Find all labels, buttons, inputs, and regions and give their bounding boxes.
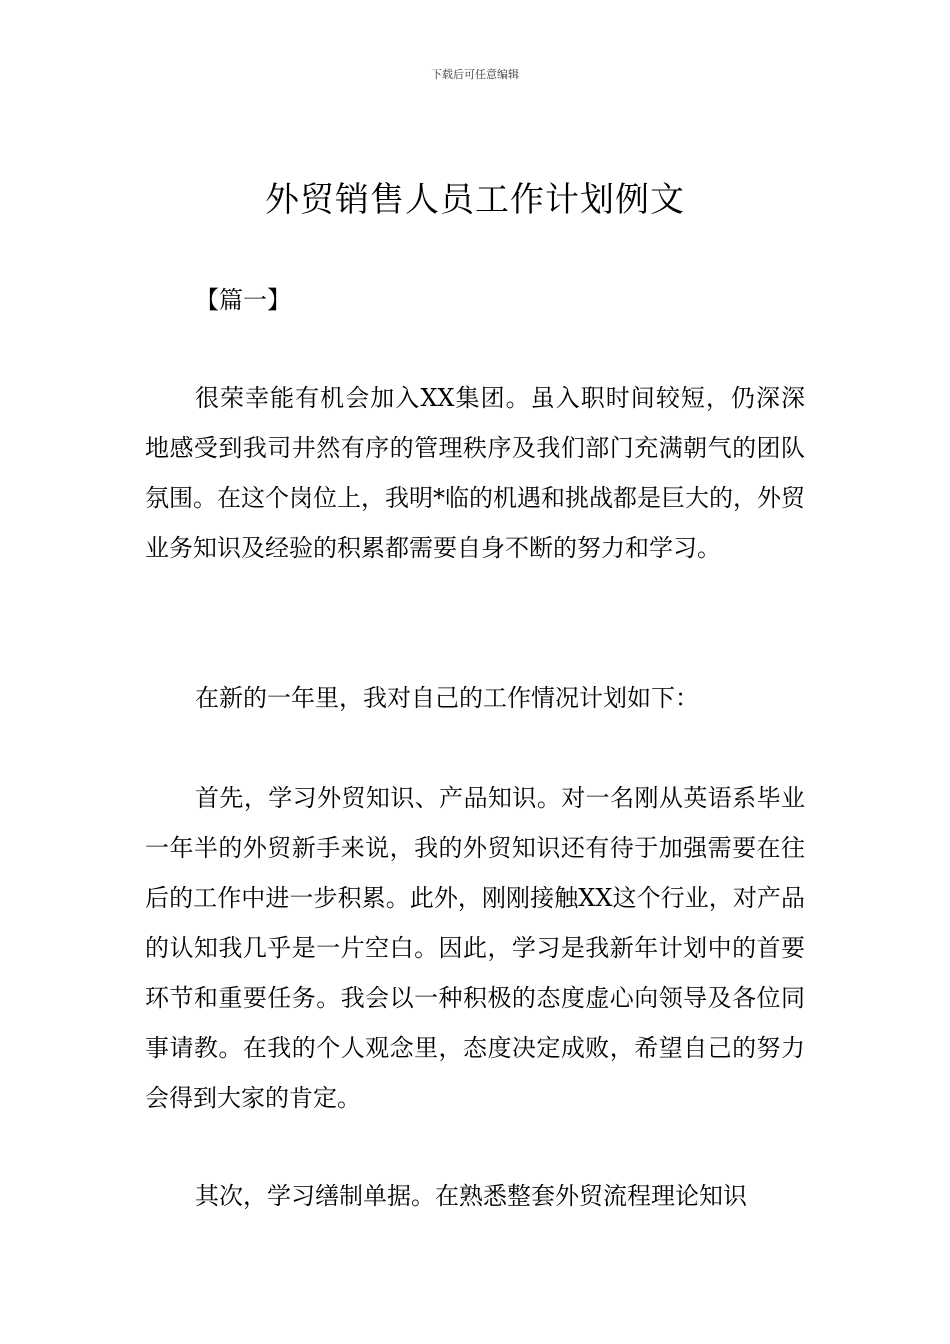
body-paragraph-2: 在新的一年里，我对自己的工作情况计划如下： [195, 684, 699, 712]
body-paragraph-1: 很荣幸能有机会加入XX集团。虽入职时间较短，仍深深地感受到我司井然有序的管理秩序及我们部门充满朝气的团队氛围。在这个岗位上，我明*临的机遇和挑战都是巨大的，外贸业务知识及经验的积累都需要自身不断的努力和学习。 [145, 384, 805, 562]
section-heading: 【篇一】 [195, 286, 291, 314]
body-paragraph-4: 其次，学习缮制单据。在熟悉整套外贸流程理论知识 [195, 1182, 747, 1210]
document-title: 外贸销售人员工作计划例文 [265, 180, 685, 220]
body-paragraph-3: 首先，学习外贸知识、产品知识。对一名刚从英语系毕业一年半的外贸新手来说，我的外贸知识还有待于加强需要在往后的工作中进一步积累。此外，刚刚接触XX这个行业，对产品的认知我几乎是一片空白。因此，学习是我新年计划中的首要环节和重要任务。我会以一种积极的态度虚心向领导及各位同事请教。在我的个人观念里，态度决定成败，希望自己的努力会得到大家的肯定。 [145, 784, 805, 1112]
page-header-note: 下载后可任意编辑 [431, 68, 519, 81]
